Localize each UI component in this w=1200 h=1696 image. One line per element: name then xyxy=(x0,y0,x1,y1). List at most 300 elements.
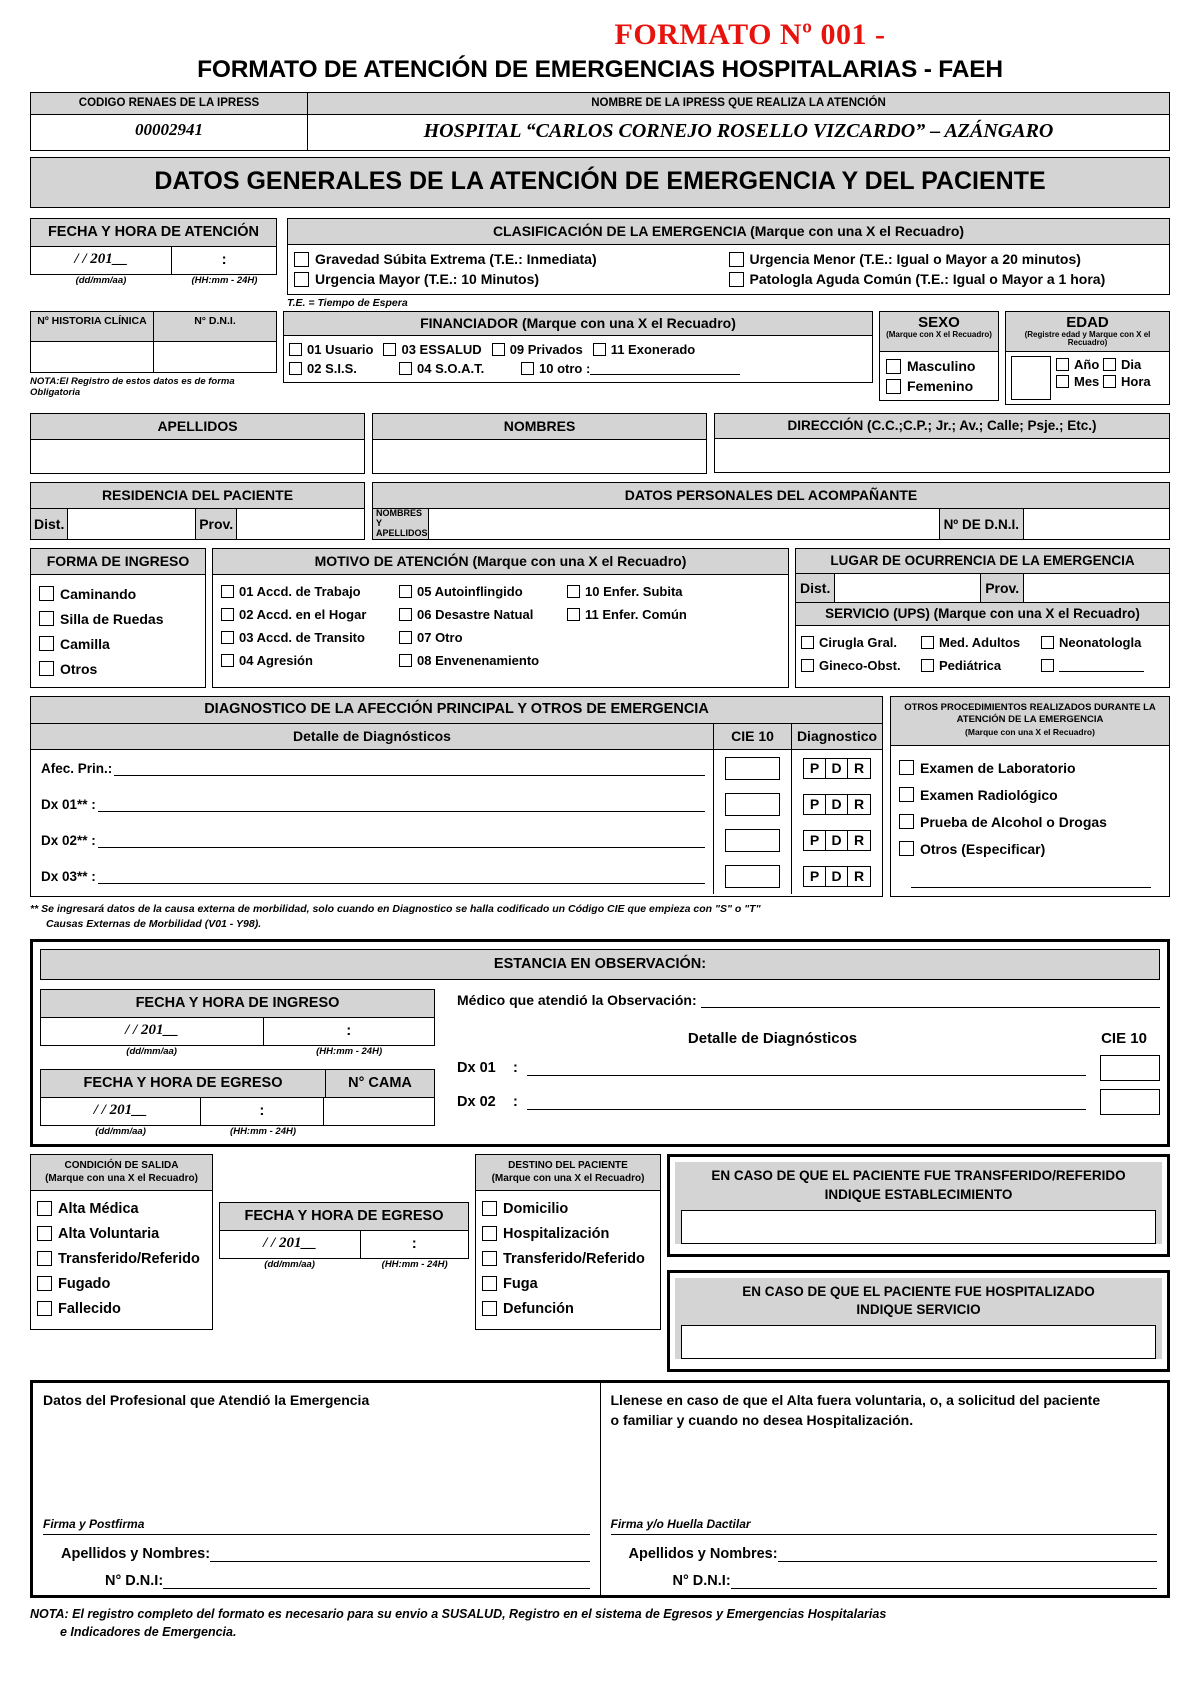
label-hospitalizacion: Hospitalización xyxy=(503,1225,610,1242)
motivo-spacer-1 xyxy=(567,630,780,645)
motivo-atencion-box xyxy=(212,548,789,688)
direccion-box xyxy=(714,413,1170,474)
apellidos-input[interactable] xyxy=(30,440,365,474)
ipress-code-value: 00002941 xyxy=(135,120,203,139)
label-edad-ano: Año xyxy=(1074,357,1100,372)
diagnostico-title: DIAGNOSTICO DE LA AFECCIÓN PRINCIPAL Y OTROS DE EMERGENCIA xyxy=(31,697,882,724)
edad-option-dia[interactable] xyxy=(1103,357,1150,372)
acompanante-dni-label: Nº DE D.N.I. xyxy=(939,509,1024,539)
checkbox-edad-mes[interactable] xyxy=(1056,375,1069,388)
hora-ingreso-input[interactable]: : xyxy=(346,1022,352,1040)
financiador-option-01[interactable] xyxy=(289,342,373,357)
residencia-title: RESIDENCIA DEL PACIENTE xyxy=(31,483,364,509)
historia-financiador-sexo-edad-row xyxy=(30,311,1170,405)
destino-option-defuncion[interactable] xyxy=(482,1296,654,1321)
destino-option-fuga[interactable] xyxy=(482,1271,654,1296)
cie10-input-dx03[interactable] xyxy=(725,865,780,888)
financiador-option-10[interactable] xyxy=(521,361,857,376)
num-cama-title: N° CAMA xyxy=(325,1069,435,1098)
hospitalizado-servicio-input[interactable] xyxy=(681,1325,1156,1359)
estancia-dx01-input[interactable] xyxy=(527,1060,1086,1076)
checkbox-edad-ano[interactable] xyxy=(1056,358,1069,371)
cie10-input-dx01[interactable] xyxy=(725,793,780,816)
cie10-input-dx02[interactable] xyxy=(725,829,780,852)
sexo-option-femenino[interactable] xyxy=(886,376,992,396)
direccion-input[interactable] xyxy=(714,439,1170,473)
label-camilla: Camilla xyxy=(60,635,110,652)
historia-clinica-box xyxy=(30,311,277,399)
pdr-d-afec-prin[interactable]: D xyxy=(826,759,848,778)
estancia-detalle-label: Detalle de Diagnósticos xyxy=(687,1030,858,1048)
signature-right-dni-input[interactable] xyxy=(731,1574,1157,1589)
label-financiador-04: 04 S.O.A.T. xyxy=(417,361,485,376)
pdr-r-dx02[interactable]: R xyxy=(853,831,865,848)
diagnostico-box xyxy=(30,696,883,897)
motivo-option-10[interactable] xyxy=(567,584,780,599)
checkbox-examen-laboratorio[interactable] xyxy=(899,760,914,775)
ipress-name-value: HOSPITAL “CARLOS CORNEJO ROSELLO VIZCARDO” – AZÁNGARO xyxy=(423,120,1054,142)
label-motivo-01: 01 Accd. de Trabajo xyxy=(239,584,361,599)
apellidos-label: APELLIDOS xyxy=(30,413,365,440)
fecha-ingreso-caption: (dd/mm/aa) xyxy=(126,1046,177,1058)
clasificacion-option-gravedad-subita[interactable] xyxy=(294,249,729,269)
checkbox-financiador-03[interactable] xyxy=(383,343,396,356)
label-caminando: Caminando xyxy=(60,585,137,602)
condicion-option-alta-medica[interactable] xyxy=(37,1196,206,1221)
historia-clinica-label: Nº HISTORIA CLÍNICA xyxy=(31,312,153,342)
servicio-option-pediatrica[interactable] xyxy=(921,658,1041,673)
fecha-hora-egreso-obs-title: FECHA Y HORA DE EGRESO xyxy=(40,1069,325,1098)
destino-option-transferido[interactable] xyxy=(482,1246,654,1271)
financiador-option-03[interactable] xyxy=(383,342,481,357)
signature-left-firma-label: Firma y Postfirma xyxy=(43,1517,590,1535)
checkbox-financiador-10[interactable] xyxy=(521,362,534,375)
ipress-code-cell xyxy=(30,92,307,151)
apellidos-box xyxy=(30,413,365,474)
checkbox-edad-hora[interactable] xyxy=(1103,375,1116,388)
financiador-option-02[interactable] xyxy=(289,361,389,376)
procedimiento-option-radiologico[interactable] xyxy=(899,781,1161,808)
servicio-option-neonatologia[interactable] xyxy=(1041,635,1141,650)
dni-paciente-cell xyxy=(153,312,276,372)
checkbox-financiador-02[interactable] xyxy=(289,362,302,375)
destino-option-hospitalizacion[interactable] xyxy=(482,1221,654,1246)
label-fugado: Fugado xyxy=(58,1275,111,1292)
financiador-option-04[interactable] xyxy=(399,361,511,376)
clasificacion-option-urgencia-menor[interactable] xyxy=(729,249,1164,269)
checkbox-financiador-04[interactable] xyxy=(399,362,412,375)
pdr-p-dx03[interactable]: P xyxy=(804,867,826,886)
forma-ingreso-option-caminando[interactable] xyxy=(39,581,197,606)
signature-right-nombres-label: Apellidos y Nombres: xyxy=(628,1546,778,1563)
checkbox-motivo-04[interactable] xyxy=(221,654,234,667)
checkbox-patologia-aguda[interactable] xyxy=(729,272,744,287)
label-neonatologia: Neonatologla xyxy=(1059,635,1142,650)
financiador-option-11[interactable] xyxy=(593,342,696,357)
checkbox-forma-ingreso-otros[interactable] xyxy=(39,661,54,676)
lugar-prov-input[interactable] xyxy=(1024,574,1169,602)
condicion-option-fugado[interactable] xyxy=(37,1271,206,1296)
estancia-title: ESTANCIA EN OBSERVACIÓN: xyxy=(40,949,1160,980)
checkbox-motivo-03[interactable] xyxy=(221,631,234,644)
pdr-p-dx01[interactable]: P xyxy=(804,795,826,814)
label-edad-hora: Hora xyxy=(1121,374,1151,389)
checkbox-fugado[interactable] xyxy=(37,1276,52,1291)
label-motivo-04: 04 Agresión xyxy=(239,653,313,668)
checkbox-motivo-07[interactable] xyxy=(399,631,412,644)
checkbox-motivo-06[interactable] xyxy=(399,608,412,621)
motivo-option-01[interactable] xyxy=(221,584,399,599)
medico-observacion-input[interactable] xyxy=(701,993,1160,1008)
sexo-box xyxy=(879,311,999,401)
checkbox-motivo-11[interactable] xyxy=(567,608,580,621)
fecha-hora-atencion-box xyxy=(30,218,277,295)
label-domicilio: Domicilio xyxy=(503,1200,569,1217)
salida-destino-row xyxy=(30,1154,1170,1372)
checkbox-pediatrica[interactable] xyxy=(921,659,934,672)
residencia-prov-input[interactable] xyxy=(237,509,364,539)
label-gineco-obst: Gineco-Obst. xyxy=(819,658,901,673)
servicio-option-otro[interactable] xyxy=(1041,659,1144,672)
residencia-acompanante-row xyxy=(30,482,1170,540)
fecha-hora-egreso-final-box xyxy=(219,1154,469,1270)
acompanante-title: DATOS PERSONALES DEL ACOMPAÑANTE xyxy=(373,483,1169,509)
checkbox-masculino[interactable] xyxy=(886,359,901,374)
checkbox-financiador-09[interactable] xyxy=(492,343,505,356)
pdr-r-afec-prin[interactable]: R xyxy=(853,759,865,776)
label-patologia-aguda: Patologla Aguda Común (T.E.: Igual o Mayor a 1 hora) xyxy=(749,271,1106,287)
checkbox-servicio-otro[interactable] xyxy=(1041,659,1054,672)
label-urgencia-menor: Urgencia Menor (T.E.: Igual o Mayor a 20 minutos) xyxy=(749,251,1081,267)
num-cama-input[interactable] xyxy=(324,1098,434,1125)
financiador-otro-input[interactable] xyxy=(590,362,740,375)
pdr-group-dx03[interactable] xyxy=(803,866,871,887)
checkbox-motivo-08[interactable] xyxy=(399,654,412,667)
label-urgencia-mayor: Urgencia Mayor (T.E.: 10 Minutos) xyxy=(315,271,540,287)
pdr-p-dx02[interactable]: P xyxy=(804,831,826,850)
procedimiento-option-otros[interactable] xyxy=(899,835,1161,862)
destino-option-domicilio[interactable] xyxy=(482,1196,654,1221)
checkbox-neonatologia[interactable] xyxy=(1041,636,1054,649)
checkbox-gravedad-subita[interactable] xyxy=(294,252,309,267)
motivo-option-05[interactable] xyxy=(399,584,567,599)
motivo-option-06[interactable] xyxy=(399,607,567,622)
servicio-otro-input[interactable] xyxy=(1059,660,1144,672)
label-pediatrica: Pediátrica xyxy=(939,658,1002,673)
signature-right-title-line-1: Llenese en caso de que el Alta fuera voluntaria, o, a solicitud del paciente xyxy=(610,1392,1101,1409)
hora-atencion-input[interactable]: : xyxy=(221,251,227,268)
label-motivo-07: 07 Otro xyxy=(417,630,463,645)
residencia-prov-label: Prov. xyxy=(196,509,237,539)
checkbox-fuga[interactable] xyxy=(482,1276,497,1291)
ipress-code-label: CODIGO RENAES DE LA IPRESS xyxy=(31,93,307,115)
signature-left-nombres-row xyxy=(43,1546,590,1562)
estancia-dx02-label: Dx 02 xyxy=(457,1094,496,1111)
signature-right-firma-label: Firma y/o Huella Dactilar xyxy=(611,1517,1158,1535)
checkbox-silla-de-ruedas[interactable] xyxy=(39,611,54,626)
input-dx02[interactable] xyxy=(98,832,705,848)
input-afec-prin[interactable] xyxy=(114,760,705,776)
lugar-ocurrencia-box xyxy=(795,548,1170,688)
motivo-option-07[interactable] xyxy=(399,630,567,645)
checkbox-camilla[interactable] xyxy=(39,636,54,651)
patient-identity-row xyxy=(30,413,1170,474)
label-financiador-11: 11 Exonerado xyxy=(610,342,696,357)
financiador-option-09[interactable] xyxy=(492,342,583,357)
checkbox-fallecido[interactable] xyxy=(37,1301,52,1316)
signature-left-nombres-label: Apellidos y Nombres: xyxy=(61,1546,211,1563)
signature-left-space[interactable] xyxy=(43,1411,590,1517)
estancia-dx02-colon: : xyxy=(513,1094,518,1111)
label-financiador-01: 01 Usuario xyxy=(307,342,374,357)
residencia-paciente-box xyxy=(30,482,365,540)
estancia-dx02-row xyxy=(457,1089,1160,1115)
label-destino-transferido: Transferido/Referido xyxy=(503,1250,645,1267)
signature-left-dni-input[interactable] xyxy=(163,1574,589,1589)
input-dx03[interactable] xyxy=(98,868,705,884)
signature-right-space[interactable] xyxy=(611,1431,1158,1518)
section-banner-general-data: DATOS GENERALES DE LA ATENCIÓN DE EMERGENCIA Y DEL PACIENTE xyxy=(30,157,1170,208)
residencia-dist-label: Dist. xyxy=(31,509,68,539)
fecha-hora-egreso-final-title: FECHA Y HORA DE EGRESO xyxy=(219,1202,469,1231)
label-motivo-02: 02 Accd. en el Hogar xyxy=(239,607,367,622)
acompanante-nombres-input[interactable] xyxy=(429,509,939,539)
diagnostico-col-detalle: Detalle de Diagnósticos xyxy=(31,724,714,749)
checkbox-prueba-alcohol-drogas[interactable] xyxy=(899,814,914,829)
label-motivo-10: 10 Enfer. Subita xyxy=(585,584,683,599)
label-edad-dia: Dia xyxy=(1121,357,1142,372)
checkbox-motivo-01[interactable] xyxy=(221,585,234,598)
edad-option-hora[interactable] xyxy=(1103,374,1150,389)
otros-procedimientos-box xyxy=(890,696,1170,897)
estancia-dx02-cie10-input[interactable] xyxy=(1100,1089,1160,1115)
hospitalizado-box-line-1: EN CASO DE QUE EL PACIENTE FUE HOSPITALIZADO xyxy=(742,1283,1095,1299)
checkbox-urgencia-mayor[interactable] xyxy=(294,272,309,287)
fecha-ingreso-input[interactable]: / / 201__ xyxy=(41,1018,264,1045)
label-dx03: Dx 03** : xyxy=(41,868,96,884)
condicion-salida-hint: (Marque con una X el Recuadro) xyxy=(45,1173,198,1185)
estancia-dx02-input[interactable] xyxy=(527,1094,1086,1110)
checkbox-alta-voluntaria[interactable] xyxy=(37,1226,52,1241)
transferido-establecimiento-input[interactable] xyxy=(681,1210,1156,1244)
direccion-label: DIRECCIÓN (C.C.;C.P.; Jr.; Av.; Calle; Psje.; Etc.) xyxy=(714,413,1170,439)
servicio-option-cirugia[interactable] xyxy=(801,635,921,650)
nombres-label: NOMBRES xyxy=(372,413,707,440)
signature-left-nombres-input[interactable] xyxy=(210,1547,589,1562)
hora-egreso-final-input[interactable]: : xyxy=(411,1235,417,1253)
label-masculino: Masculino xyxy=(907,358,976,374)
acompanante-dni-input[interactable] xyxy=(1024,509,1169,539)
edad-option-mes[interactable] xyxy=(1056,374,1103,389)
hospitalizado-box-line-2: INDIQUE SERVICIO xyxy=(856,1302,981,1318)
signature-right-nombres-input[interactable] xyxy=(778,1547,1157,1562)
sexo-hint: (Marque con X el Recuadro) xyxy=(886,330,992,339)
hospitalizado-servicio-box xyxy=(667,1270,1170,1372)
ipress-name-label: NOMBRE DE LA IPRESS QUE REALIZA LA ATENCIÓN xyxy=(308,93,1169,115)
checkbox-defuncion[interactable] xyxy=(482,1301,497,1316)
fecha-atencion-input[interactable]: / / 201__ xyxy=(31,247,172,274)
ingreso-motivo-lugar-row xyxy=(30,548,1170,688)
label-fallecido: Fallecido xyxy=(58,1300,121,1317)
fecha-hora-ingreso-title: FECHA Y HORA DE INGRESO xyxy=(40,989,435,1018)
forma-ingreso-title: FORMA DE INGRESO xyxy=(31,549,205,575)
motivo-option-11[interactable] xyxy=(567,607,780,622)
hora-ingreso-caption: (HH:mm - 24H) xyxy=(316,1046,383,1058)
checkbox-condicion-transferido[interactable] xyxy=(37,1251,52,1266)
pdr-group-afec-prin[interactable] xyxy=(803,758,871,779)
label-cirugia-gral: Cirugla Gral. xyxy=(819,635,898,650)
residencia-dist-input[interactable] xyxy=(68,509,196,539)
diagnostico-row-dx03 xyxy=(31,858,882,894)
nombres-box xyxy=(372,413,707,474)
hora-egreso-obs-input[interactable]: : xyxy=(201,1098,324,1125)
forma-ingreso-option-camilla[interactable] xyxy=(39,631,197,656)
cie10-input-afec-prin[interactable] xyxy=(725,757,780,780)
motivo-option-08[interactable] xyxy=(399,653,567,668)
acompanante-box xyxy=(372,482,1170,540)
clasificacion-option-urgencia-mayor[interactable] xyxy=(294,269,729,289)
label-fuga: Fuga xyxy=(503,1275,538,1292)
label-motivo-06: 06 Desastre Natual xyxy=(417,607,534,622)
label-financiador-03: 03 ESSALUD xyxy=(401,342,482,357)
pdr-d-dx01[interactable]: D xyxy=(826,795,848,814)
input-dx01[interactable] xyxy=(98,796,705,812)
transferido-hospitalizado-column xyxy=(667,1154,1170,1372)
historia-clinica-input[interactable] xyxy=(31,342,153,372)
servicio-option-gineco[interactable] xyxy=(801,658,921,673)
transferido-establecimiento-box xyxy=(667,1154,1170,1256)
footnote-line-2: Causas Externas de Morbilidad (V01 - Y98). xyxy=(46,918,262,931)
nombres-input[interactable] xyxy=(372,440,707,474)
checkbox-urgencia-menor[interactable] xyxy=(729,252,744,267)
checkbox-procedimiento-otros[interactable] xyxy=(899,841,914,856)
checkbox-caminando[interactable] xyxy=(39,586,54,601)
checkbox-financiador-11[interactable] xyxy=(593,343,606,356)
pdr-r-dx03[interactable]: R xyxy=(853,867,865,884)
fecha-egreso-obs-input[interactable]: / / 201__ xyxy=(41,1098,201,1125)
estancia-dx01-cie10-input[interactable] xyxy=(1100,1055,1160,1081)
dni-paciente-input[interactable] xyxy=(154,342,276,372)
destino-hint: (Marque con una X el Recuadro) xyxy=(491,1173,645,1185)
signature-section xyxy=(30,1380,1170,1598)
hora-egreso-final-caption: (HH:mm - 24H) xyxy=(381,1259,448,1271)
financiador-box xyxy=(283,311,873,383)
pdr-d-dx02[interactable]: D xyxy=(826,831,848,850)
pdr-r-dx01[interactable]: R xyxy=(853,795,865,812)
pdr-group-dx01[interactable] xyxy=(803,794,871,815)
edad-numero-input[interactable] xyxy=(1011,356,1051,400)
signature-patient-half xyxy=(601,1383,1168,1595)
fecha-hora-atencion-title: FECHA Y HORA DE ATENCIÓN xyxy=(30,218,277,247)
label-condicion-transferido: Transferido/Referido xyxy=(58,1250,200,1267)
motivo-title: MOTIVO DE ATENCIÓN (Marque con una X el Recuadro) xyxy=(213,549,788,575)
checkbox-edad-dia[interactable] xyxy=(1103,358,1116,371)
label-dx01: Dx 01** : xyxy=(41,796,96,812)
label-forma-ingreso-otros: Otros xyxy=(60,660,98,677)
diagnostico-col-cie10: CIE 10 xyxy=(714,724,792,749)
format-number: FORMATO Nº 001 - xyxy=(614,18,886,51)
condicion-option-alta-voluntaria[interactable] xyxy=(37,1221,206,1246)
checkbox-alta-medica[interactable] xyxy=(37,1201,52,1216)
checkbox-cirugia-gral[interactable] xyxy=(801,636,814,649)
lugar-dist-input[interactable] xyxy=(835,574,981,602)
otros-procedimientos-title: OTROS PROCEDIMIENTOS REALIZADOS DURANTE LA ATENCIÓN DE LA EMERGENCIA xyxy=(904,702,1156,726)
lugar-dist-label: Dist. xyxy=(796,574,835,602)
signature-left-dni-row xyxy=(43,1573,590,1589)
clasificacion-option-patologia-aguda[interactable] xyxy=(729,269,1164,289)
label-med-adultos: Med. Adultos xyxy=(939,635,1021,650)
destino-title: DESTINO DEL PACIENTE xyxy=(508,1160,628,1172)
servicio-option-med-adultos[interactable] xyxy=(921,635,1041,650)
checkbox-femenino[interactable] xyxy=(886,379,901,394)
checkbox-examen-radiologico[interactable] xyxy=(899,787,914,802)
label-prueba-alcohol-drogas: Prueba de Alcohol o Drogas xyxy=(920,813,1107,830)
diagnostico-row-afeccion-principal xyxy=(31,750,882,786)
hora-egreso-obs-caption: (HH:mm - 24H) xyxy=(230,1126,297,1138)
endnote-line-2: e Indicadores de Emergencia. xyxy=(60,1625,237,1640)
procedimiento-otros-input[interactable] xyxy=(911,870,1151,888)
motivo-option-02[interactable] xyxy=(221,607,399,622)
historia-clinica-cell xyxy=(31,312,153,372)
procedimiento-option-alcohol-drogas[interactable] xyxy=(899,808,1161,835)
label-motivo-08: 08 Envenenamiento xyxy=(417,653,540,668)
condicion-option-fallecido[interactable] xyxy=(37,1296,206,1321)
pdr-d-dx03[interactable]: D xyxy=(826,867,848,886)
signature-professional-half xyxy=(33,1383,601,1595)
checkbox-destino-transferido[interactable] xyxy=(482,1251,497,1266)
checkbox-gineco-obst[interactable] xyxy=(801,659,814,672)
transferido-box-line-1: EN CASO DE QUE EL PACIENTE FUE TRANSFERIDO/REFERIDO xyxy=(711,1168,1126,1184)
medico-observacion-label: Médico que atendió la Observación: xyxy=(457,992,697,1009)
condicion-salida-box xyxy=(30,1154,213,1330)
label-examen-laboratorio: Examen de Laboratorio xyxy=(920,759,1076,776)
signature-right-nombres-row xyxy=(611,1546,1158,1562)
estancia-dx01-colon: : xyxy=(513,1060,518,1077)
forma-ingreso-option-silla[interactable] xyxy=(39,606,197,631)
checkbox-med-adultos[interactable] xyxy=(921,636,934,649)
estancia-fechas-column xyxy=(40,989,435,1137)
diagnostico-col-diagnostico: Diagnostico xyxy=(796,728,878,744)
checkbox-financiador-01[interactable] xyxy=(289,343,302,356)
pdr-p-afec-prin[interactable]: P xyxy=(804,759,826,778)
motivo-option-04[interactable] xyxy=(221,653,399,668)
fecha-egreso-obs-caption: (dd/mm/aa) xyxy=(95,1126,146,1138)
procedimiento-option-laboratorio[interactable] xyxy=(899,754,1161,781)
condicion-option-transferido[interactable] xyxy=(37,1246,206,1271)
checkbox-domicilio[interactable] xyxy=(482,1201,497,1216)
motivo-option-03[interactable] xyxy=(221,630,399,645)
checkbox-motivo-02[interactable] xyxy=(221,608,234,621)
fecha-egreso-final-input[interactable]: / / 201__ xyxy=(220,1231,361,1258)
checkbox-motivo-05[interactable] xyxy=(399,585,412,598)
signature-left-dni-label: N° D.N.I: xyxy=(105,1573,164,1590)
pdr-group-dx02[interactable] xyxy=(803,830,871,851)
edad-option-ano[interactable] xyxy=(1056,357,1103,372)
form-endnote xyxy=(30,1605,1170,1641)
forma-ingreso-option-otros[interactable] xyxy=(39,656,197,681)
transferido-box-line-2: INDIQUE ESTABLECIMIENTO xyxy=(824,1186,1013,1202)
edad-title: EDAD xyxy=(1066,314,1109,331)
checkbox-hospitalizacion[interactable] xyxy=(482,1226,497,1241)
diagnostico-footnote xyxy=(30,902,1170,932)
sexo-option-masculino[interactable] xyxy=(886,356,992,376)
estancia-observacion-section xyxy=(30,939,1170,1147)
estancia-diagnosticos-column xyxy=(435,989,1160,1137)
sexo-title: SEXO xyxy=(918,314,960,331)
fecha-egreso-final-caption: (dd/mm/aa) xyxy=(264,1259,315,1271)
checkbox-motivo-10[interactable] xyxy=(567,585,580,598)
hora-atencion-caption: (HH:mm - 24H) xyxy=(191,275,258,286)
